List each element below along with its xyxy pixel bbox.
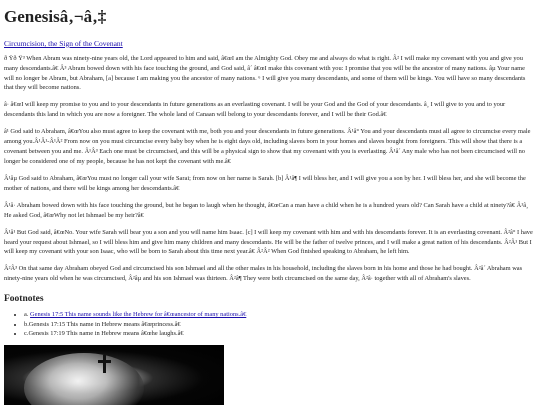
footnotes-heading: Footnotes xyxy=(4,294,44,305)
footnote-text: Genesis 17:19 This name in Hebrew means â€œhe laughs.â€ xyxy=(28,330,184,338)
paragraph-5: Â¹â· Abraham bowed down with his face touching the ground, but he began to laugh when he thought, â€œCan a man have a child when he is a hundred years old? Can Sarah have a child at ninety?â€ Â¹â¸ He asked God, â€œWhy not let Ishmael be my heir?â€ xyxy=(4,201,529,219)
footnotes-list xyxy=(4,310,536,339)
footnote-marker: a. xyxy=(24,311,29,319)
photo-image xyxy=(4,345,224,405)
paragraph-6: Â¹â¹ But God said, â€œNo. Your wife Sarah will bear you a son and you will name him Isaac. [c] I will keep my covenant with him and with his descendants forever. It is an everlasting covenant. Â²â° I have heard your request about Ishmael, so I will bless him and give him many children and many descendants. He will be the father of twelve princes, and I will make a great nation of his descendants. Â²Â¹ But I will keep my covenant with your son Isaac, who will be born to Sarah about this time next year.â€ Â²Â² When God finished speaking to Abraham, he left him. xyxy=(4,228,533,256)
paragraph-1: ð Ÿð Ÿ³ When Abram was ninety-nine years old, the Lord appeared to him and said, â€œI am the Almighty God. Obey me and always do what is right. Â² I will make my covenant with you and give you many descendants.â€ Â³ Abram bowed down with his face touching the ground, and God said, â´ â€œI make this covenant with you: I promise that you will be the ancestor of many nations. âµ Your name will no longer be Abram, but Abraham, [a] because I am making you the ancestor of many nations. ⁶ I will give you many descendants, and some of them will be kings. You will have so many descendants that they will become nations. xyxy=(4,54,526,92)
footnote-item xyxy=(24,320,536,330)
section-heading-link[interactable]: Circumcision, the Sign of the Covenant xyxy=(4,38,123,48)
footnote-item xyxy=(24,310,536,320)
footnote-link[interactable]: Genesis 17:5 This name sounds like the Hebrew for â€œancestor of many nations.â€ xyxy=(30,311,247,319)
cross-icon xyxy=(103,355,106,373)
paragraph-4: Â¹âµ God said to Abraham, â€œYou must no longer call your wife Sarai; from now on her name is Sarah. [b] Â¹â¶ I will bless her, and I will give you a son by her. I will bless her, and she will become the mother of nations, and there will be kings among her descendants.â€ xyxy=(4,174,526,192)
passage-body xyxy=(4,54,536,285)
footnote-marker: c. xyxy=(24,330,29,338)
footnote-text: Genesis 17:15 This name in Hebrew means â€œprincess.â€ xyxy=(28,320,181,328)
paragraph-7: Â²Â³ On that same day Abraham obeyed God and circumcised his son Ishmael and all the other males in his household, including the slaves born in his home and those he had bought. Â²â´ Abraham was ninety-nine years old when he was circumcised, Â²âµ and his son Ishmael was thirteen. Â²â¶ They were both circumcised on the same day, Â²â· together with all of Abraham's slaves. xyxy=(4,265,523,283)
paragraph-2: â· â€œI will keep my promise to you and to your descendants in future generations as an everlasting covenant. I will be your God and the God of your descendants. â¸ I will give to you and to your descendants this land in which you are now a foreigner. The whole land of Canaan will belong to your descendants forever, and I will be their God.â€ xyxy=(4,101,506,119)
paragraph-3: â¹ God said to Abraham, â€œYou also must agree to keep the covenant with me, both you and your descendants in future generations. Â¹â° You and your descendants must all agree to circumcise every male among you.Â¹Â¹-Â¹Â² From now on you must circumcise every baby boy when he is eight days old, including slaves born in your homes and slaves bought from foreigners. This will show that there is a covenant between you and me. Â¹Â³ Each one must be circumcised, and this will be a physical sign to show that my covenant with you is everlasting. Â¹â´ Any male who has not been circumcised will no longer be considered one of my people, because he has not kept the covenant with me.â€ xyxy=(4,128,531,165)
footnote-item xyxy=(24,329,536,339)
footnote-marker: b. xyxy=(24,320,29,328)
cross-icon-bar xyxy=(98,360,111,363)
page-title: Genesisâ‚¬â‚‡ xyxy=(4,7,107,26)
photo-figure xyxy=(24,353,144,405)
